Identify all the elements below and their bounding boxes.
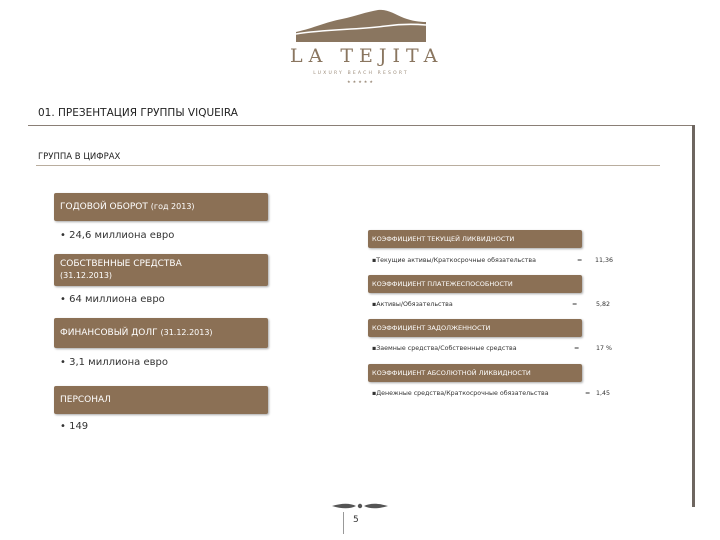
ratio-row-solvency xyxy=(372,301,662,308)
ratio-value: 11,36 xyxy=(595,257,614,264)
key-figure-sub: (31.12.2013) xyxy=(160,328,213,337)
ornament-icon xyxy=(330,501,390,511)
key-figure-value-debt: • 3,1 миллиона евро xyxy=(60,357,168,368)
page-number-divider xyxy=(343,512,344,534)
ratio-title-current-liquidity: КОЭФФИЦИЕНТ ТЕКУЩЕЙ ЛИКВИДНОСТИ xyxy=(368,230,582,248)
ratio-equals: = xyxy=(585,390,591,397)
ratio-row-current-liquidity xyxy=(372,257,662,264)
ratio-value: 17 % xyxy=(596,345,612,352)
key-figure-label-turnover xyxy=(54,193,268,221)
logo-name: LA TEJITA xyxy=(290,45,444,67)
logo-tagline: LUXURY BEACH RESORT xyxy=(313,71,409,76)
title-divider xyxy=(28,125,694,126)
key-figure-label-equity xyxy=(54,254,268,286)
key-figure-title: ФИНАНСОВЫЙ ДОЛГ xyxy=(60,328,158,338)
ratio-title-absolute-liquidity: КОЭФФИЦИЕНТ АБСОЛЮТНОЙ ЛИКВИДНОСТИ xyxy=(368,364,582,382)
ratio-formula: ▪Заемные средства/Собственные средства xyxy=(372,345,517,352)
key-figure-value-turnover: • 24,6 миллиона евро xyxy=(60,230,175,241)
page-number: 5 xyxy=(353,515,359,525)
ratio-formula: ▪Денежные средства/Краткосрочные обязательства xyxy=(372,390,549,397)
ratio-row-absolute-liquidity xyxy=(372,390,662,397)
section-title: ГРУППА В ЦИФРАХ xyxy=(38,152,121,162)
ratio-value: 1,45 xyxy=(596,390,611,397)
page-title: 01. ПРЕЗЕНТАЦИЯ ГРУППЫ VIQUEIRA xyxy=(38,107,238,119)
ratio-title-debt: КОЭФФИЦИЕНТ ЗАДОЛЖЕННОСТИ xyxy=(368,319,582,337)
ratio-row-debt xyxy=(372,345,662,352)
logo-stars: ★★★★★ xyxy=(347,79,375,84)
key-figure-label-staff xyxy=(54,386,268,414)
right-frame-border xyxy=(692,125,695,507)
ratio-formula: ▪Активы/Обязательства xyxy=(372,301,453,308)
ratio-value: 5,82 xyxy=(596,301,611,308)
key-figure-label-debt xyxy=(54,318,268,348)
section-divider xyxy=(36,165,660,166)
key-figure-value-equity: • 64 миллиона евро xyxy=(60,294,165,305)
ratio-equals: = xyxy=(572,301,578,308)
key-figure-value-staff: • 149 xyxy=(60,421,89,432)
key-figure-sub: (год 2013) xyxy=(150,202,195,211)
ratio-equals: = xyxy=(574,345,580,352)
ratio-title-solvency: КОЭФФИЦИЕНТ ПЛАТЕЖЕСПОСОБНОСТИ xyxy=(368,275,582,293)
ratio-formula: ▪Текущие активы/Краткосрочные обязательства xyxy=(372,257,536,264)
logo-mountain-icon xyxy=(296,8,426,42)
ratio-equals: = xyxy=(577,257,583,264)
key-figure-title: ПЕРСОНАЛ xyxy=(60,395,111,405)
key-figure-title: СОБСТВЕННЫЕ СРЕДСТВА xyxy=(60,259,182,269)
key-figure-title: ГОДОВОЙ ОБОРОТ xyxy=(60,202,148,212)
key-figure-sub: (31.12.2013) xyxy=(60,271,113,280)
